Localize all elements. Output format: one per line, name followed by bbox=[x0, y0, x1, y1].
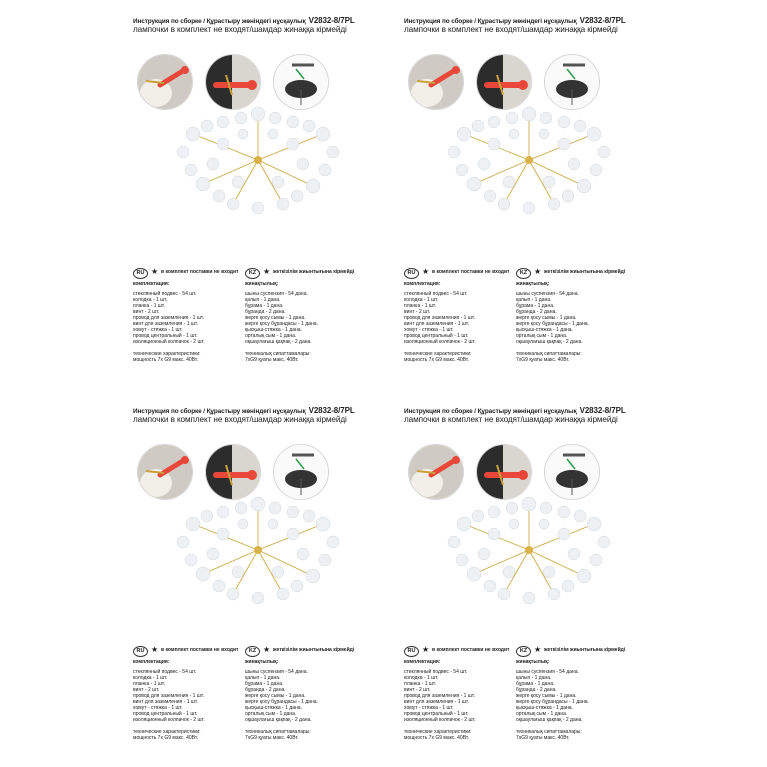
kz-badge: KZ bbox=[516, 268, 531, 279]
sheet-subtitle: лампочки в комплект не входят/шамдар жинаққа кірмейді bbox=[404, 25, 618, 34]
ru-note: в комплект поставки не входит bbox=[432, 269, 510, 275]
ru-badge: RU bbox=[133, 268, 148, 279]
list-item: планка - 1 шт. bbox=[133, 303, 165, 309]
kz-spec: 7хG9 қуаты макс. 40Вт. bbox=[516, 735, 570, 741]
list-item: бұрама - 1 дана. bbox=[245, 303, 284, 309]
kz-badge: KZ bbox=[245, 268, 260, 279]
list-item: хомут - стяжка - 1 шт. bbox=[133, 705, 183, 711]
list-item: шыны суспензия - 54 дана. bbox=[516, 291, 579, 297]
list-item: колодка - 1 шт. bbox=[133, 675, 168, 681]
ru-column bbox=[404, 659, 516, 741]
list-item: орталық сым - 1 дана. bbox=[245, 711, 297, 717]
list-item: изоляционный колпачок - 2 шт. bbox=[404, 339, 476, 345]
list-item: планка - 1 шт. bbox=[404, 681, 436, 687]
sheet-subtitle: лампочки в комплект не входят/шамдар жинаққа кірмейді bbox=[133, 25, 347, 34]
list-item: жерге қосу сымы - 1 дана. bbox=[245, 693, 306, 699]
list-item: бұрама - 1 дана. bbox=[245, 681, 284, 687]
list-item: винт - 2 шт. bbox=[133, 309, 160, 315]
list-item: колодка - 1 шт. bbox=[404, 675, 439, 681]
list-item: изоляционный колпачок - 2 шт. bbox=[404, 717, 476, 723]
list-item: оқшаулағыш қақпақ - 2 дана. bbox=[516, 339, 583, 345]
ru-note: в комплект поставки не входит bbox=[161, 647, 239, 653]
star-icon: ★ bbox=[534, 645, 542, 654]
kz-heading: жинақтылық: bbox=[516, 281, 550, 287]
ru-heading: комплектация: bbox=[133, 281, 170, 287]
list-item: қысқыш-стяжка - 1 дана. bbox=[245, 705, 302, 711]
list-item: хомут - стяжка - 1 шт. bbox=[404, 327, 454, 333]
list-item: хомут - стяжка - 1 шт. bbox=[133, 327, 183, 333]
list-item: стеклянный подвес - 54 шт. bbox=[404, 291, 468, 297]
chandelier-image bbox=[434, 494, 624, 606]
chandelier-image bbox=[163, 494, 353, 606]
list-item: бұранда - 2 дана. bbox=[516, 309, 557, 315]
kz-heading: жинақтылық: bbox=[245, 659, 279, 665]
star-icon: ★ bbox=[263, 267, 271, 276]
kz-badge: KZ bbox=[516, 646, 531, 657]
list-item: провод центральный - 1 шт. bbox=[133, 711, 198, 717]
wire-cutter-photo bbox=[408, 54, 464, 110]
list-item: орталық сым - 1 дана. bbox=[245, 333, 297, 339]
list-item: стеклянный подвес - 54 шт. bbox=[133, 669, 197, 675]
ru-heading: комплектация: bbox=[404, 281, 441, 287]
list-item: қысқыш-стяжка - 1 дана. bbox=[516, 327, 573, 333]
kz-spec-heading: техникалық сипаттамалары: bbox=[516, 351, 582, 357]
list-item: изоляционный колпачок - 2 шт. bbox=[133, 717, 205, 723]
list-item: винт для заземления - 1 шт. bbox=[133, 321, 199, 327]
sheet-title: Инструкция по сборке / Құрастыру жөніндегі нұсқаулық V2832-8/7PL bbox=[404, 16, 626, 25]
star-icon: ★ bbox=[151, 645, 159, 654]
instruction-sheet bbox=[404, 406, 654, 756]
list-item: бұрама - 1 дана. bbox=[516, 681, 555, 687]
kz-spec-heading: техникалық сипаттамалары: bbox=[245, 351, 311, 357]
kz-spec-heading: техникалық сипаттамалары: bbox=[245, 729, 311, 735]
list-item: орталық сым - 1 дана. bbox=[516, 333, 568, 339]
screwdriver-photo bbox=[476, 444, 532, 500]
kz-note: жеткізілім жиынтығына кірмейді bbox=[544, 269, 626, 275]
kz-spec-heading: техникалық сипаттамалары: bbox=[516, 729, 582, 735]
ceiling-plate-diagram bbox=[544, 444, 600, 500]
kz-note: жеткізілім жиынтығына кірмейді bbox=[544, 647, 626, 653]
wire-cutter-photo bbox=[137, 444, 193, 500]
list-item: қалып - 1 дана. bbox=[245, 297, 281, 303]
list-item: оқшаулағыш қақпақ - 2 дана. bbox=[516, 717, 583, 723]
ru-spec-heading: технические характеристики: bbox=[404, 729, 472, 735]
kz-spec: 7хG9 қуаты макс. 40Вт. bbox=[245, 357, 299, 363]
list-item: шыны суспензия - 54 дана. bbox=[245, 669, 308, 675]
kz-heading: жинақтылық: bbox=[516, 659, 550, 665]
kz-spec: 7хG9 қуаты макс. 40Вт. bbox=[245, 735, 299, 741]
ru-badge: RU bbox=[133, 646, 148, 657]
star-icon: ★ bbox=[263, 645, 271, 654]
list-item: колодка - 1 шт. bbox=[133, 297, 168, 303]
ru-column bbox=[404, 281, 516, 363]
star-icon: ★ bbox=[422, 645, 430, 654]
list-item: провод центральный - 1 шт. bbox=[404, 333, 469, 339]
list-item: жерге қосу бұрандасы - 1 дана. bbox=[516, 321, 589, 327]
ru-note: в комплект поставки не входит bbox=[161, 269, 239, 275]
kz-column bbox=[245, 659, 357, 741]
kz-column bbox=[516, 281, 628, 363]
list-item: оқшаулағыш қақпақ - 2 дана. bbox=[245, 339, 312, 345]
list-item: жерге қосу сымы - 1 дана. bbox=[245, 315, 306, 321]
list-item: шыны суспензия - 54 дана. bbox=[516, 669, 579, 675]
list-item: провод для заземления - 1 шт. bbox=[404, 693, 475, 699]
list-item: қысқыш-стяжка - 1 дана. bbox=[516, 705, 573, 711]
sheet-title: Инструкция по сборке / Құрастыру жөніндегі нұсқаулық V2832-8/7PL bbox=[404, 406, 626, 415]
list-item: винт для заземления - 1 шт. bbox=[404, 321, 470, 327]
ru-badge: RU bbox=[404, 646, 419, 657]
ru-heading: комплектация: bbox=[133, 659, 170, 665]
list-item: жерге қосу сымы - 1 дана. bbox=[516, 693, 577, 699]
kz-spec: 7хG9 қуаты макс. 40Вт. bbox=[516, 357, 570, 363]
list-item: провод для заземления - 1 шт. bbox=[133, 693, 204, 699]
kz-badge: KZ bbox=[245, 646, 260, 657]
chandelier-image bbox=[434, 104, 624, 216]
list-item: провод центральный - 1 шт. bbox=[404, 711, 469, 717]
sheet-title: Инструкция по сборке / Құрастыру жөніндегі нұсқаулық V2832-8/7PL bbox=[133, 406, 355, 415]
wire-cutter-photo bbox=[408, 444, 464, 500]
list-item: жерге қосу бұрандасы - 1 дана. bbox=[245, 699, 318, 705]
kz-note: жеткізілім жиынтығына кірмейді bbox=[273, 647, 355, 653]
kz-heading: жинақтылық: bbox=[245, 281, 279, 287]
ceiling-plate-diagram bbox=[273, 444, 329, 500]
ru-column bbox=[133, 659, 245, 741]
ru-heading: комплектация: bbox=[404, 659, 441, 665]
ru-spec-heading: технические характеристики: bbox=[133, 351, 201, 357]
list-item: бұранда - 2 дана. bbox=[516, 687, 557, 693]
chandelier-image bbox=[163, 104, 353, 216]
ru-spec: мощность 7х G9 макс. 40Вт. bbox=[133, 357, 198, 363]
list-item: бұрама - 1 дана. bbox=[516, 303, 555, 309]
ru-badge: RU bbox=[404, 268, 419, 279]
list-item: стеклянный подвес - 54 шт. bbox=[133, 291, 197, 297]
ru-spec: мощность 7х G9 макс. 40Вт. bbox=[404, 357, 469, 363]
ru-spec-heading: технические характеристики: bbox=[133, 729, 201, 735]
screwdriver-photo bbox=[476, 54, 532, 110]
sheet-title: Инструкция по сборке / Құрастыру жөніндегі нұсқаулық V2832-8/7PL bbox=[133, 16, 355, 25]
list-item: винт для заземления - 1 шт. bbox=[133, 699, 199, 705]
instruction-sheet bbox=[404, 16, 654, 366]
list-item: жерге қосу бұрандасы - 1 дана. bbox=[516, 699, 589, 705]
ru-spec: мощность 7х G9 макс. 40Вт. bbox=[133, 735, 198, 741]
screwdriver-photo bbox=[205, 54, 261, 110]
list-item: бұранда - 2 дана. bbox=[245, 687, 286, 693]
list-item: шыны суспензия - 54 дана. bbox=[245, 291, 308, 297]
ceiling-plate-diagram bbox=[273, 54, 329, 110]
star-icon: ★ bbox=[151, 267, 159, 276]
list-item: стеклянный подвес - 54 шт. bbox=[404, 669, 468, 675]
instruction-sheet bbox=[133, 406, 383, 756]
list-item: винт для заземления - 1 шт. bbox=[404, 699, 470, 705]
list-item: бұранда - 2 дана. bbox=[245, 309, 286, 315]
list-item: қалып - 1 дана. bbox=[516, 297, 552, 303]
list-item: қалып - 1 дана. bbox=[516, 675, 552, 681]
list-item: провод для заземления - 1 шт. bbox=[133, 315, 204, 321]
list-item: винт - 2 шт. bbox=[404, 687, 431, 693]
sheet-subtitle: лампочки в комплект не входят/шамдар жинаққа кірмейді bbox=[133, 415, 347, 424]
wire-cutter-photo bbox=[137, 54, 193, 110]
instruction-sheet bbox=[133, 16, 383, 366]
ceiling-plate-diagram bbox=[544, 54, 600, 110]
list-item: планка - 1 шт. bbox=[404, 303, 436, 309]
list-item: винт - 2 шт. bbox=[133, 687, 160, 693]
list-item: провод центральный - 1 шт. bbox=[133, 333, 198, 339]
star-icon: ★ bbox=[422, 267, 430, 276]
ru-spec-heading: технические характеристики: bbox=[404, 351, 472, 357]
list-item: қалып - 1 дана. bbox=[245, 675, 281, 681]
list-item: орталық сым - 1 дана. bbox=[516, 711, 568, 717]
screwdriver-photo bbox=[205, 444, 261, 500]
list-item: оқшаулағыш қақпақ - 2 дана. bbox=[245, 717, 312, 723]
list-item: хомут - стяжка - 1 шт. bbox=[404, 705, 454, 711]
list-item: изоляционный колпачок - 2 шт. bbox=[133, 339, 205, 345]
sheet-subtitle: лампочки в комплект не входят/шамдар жинаққа кірмейді bbox=[404, 415, 618, 424]
list-item: қысқыш-стяжка - 1 дана. bbox=[245, 327, 302, 333]
list-item: планка - 1 шт. bbox=[133, 681, 165, 687]
ru-note: в комплект поставки не входит bbox=[432, 647, 510, 653]
kz-column bbox=[516, 659, 628, 741]
kz-column bbox=[245, 281, 357, 363]
star-icon: ★ bbox=[534, 267, 542, 276]
list-item: винт - 2 шт. bbox=[404, 309, 431, 315]
list-item: жерге қосу сымы - 1 дана. bbox=[516, 315, 577, 321]
kz-note: жеткізілім жиынтығына кірмейді bbox=[273, 269, 355, 275]
ru-spec: мощность 7х G9 макс. 40Вт. bbox=[404, 735, 469, 741]
list-item: провод для заземления - 1 шт. bbox=[404, 315, 475, 321]
ru-column bbox=[133, 281, 245, 363]
list-item: колодка - 1 шт. bbox=[404, 297, 439, 303]
list-item: жерге қосу бұрандасы - 1 дана. bbox=[245, 321, 318, 327]
